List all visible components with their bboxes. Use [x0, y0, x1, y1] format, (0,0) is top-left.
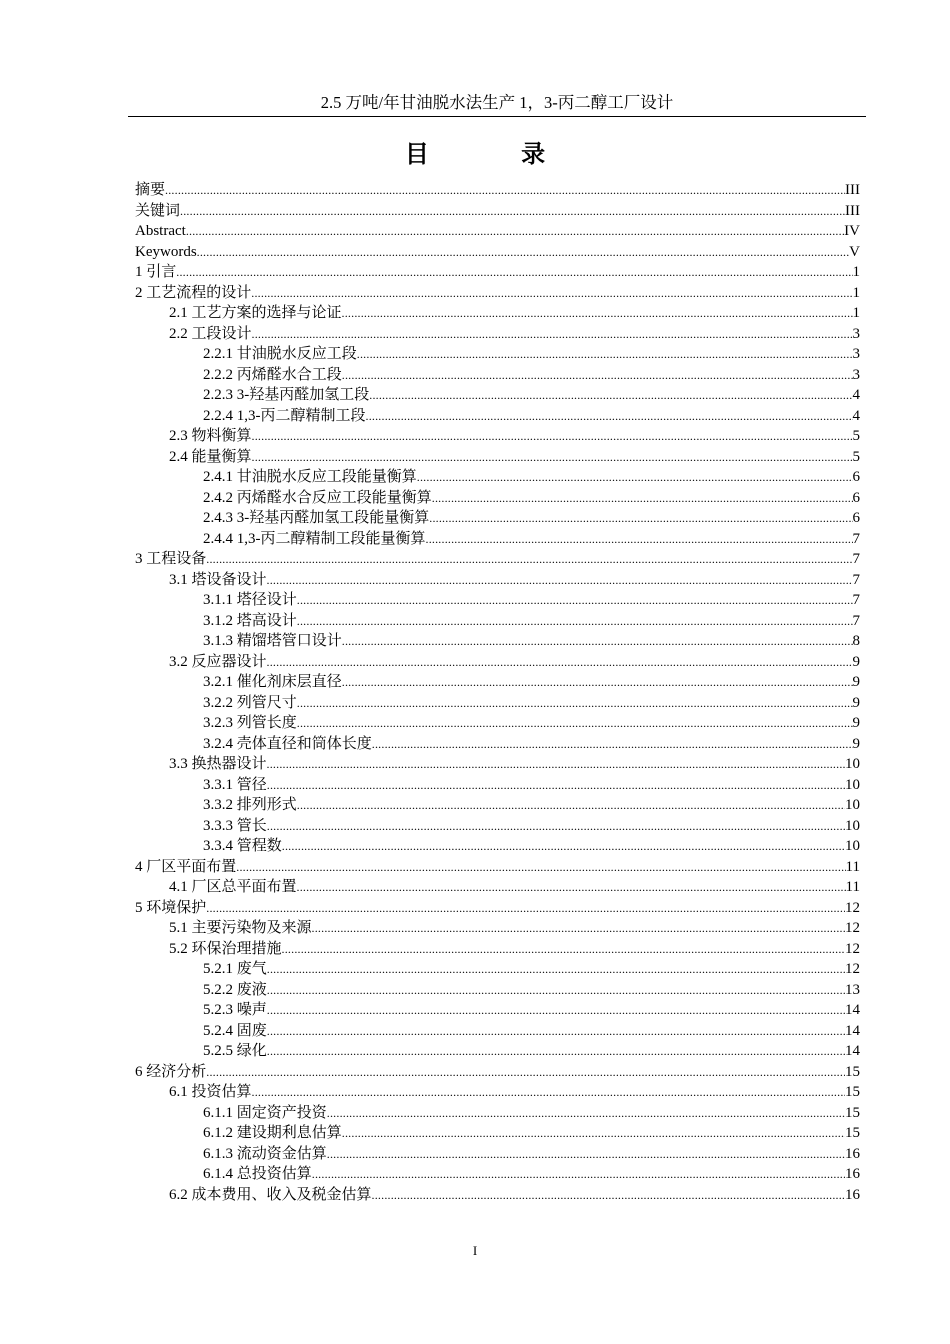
dot-leader: [267, 1021, 845, 1042]
toc-entry-label: 2.2 工段设计: [169, 325, 252, 342]
toc-entry-label: Keywords: [135, 243, 197, 260]
toc-entry[interactable]: [135, 1103, 860, 1124]
toc-entry[interactable]: [135, 939, 860, 960]
toc-entry[interactable]: [135, 1185, 860, 1206]
dot-leader: [297, 713, 853, 734]
dot-leader: [267, 652, 853, 673]
dot-leader: [252, 447, 853, 468]
toc-entry[interactable]: [135, 221, 860, 242]
toc-entry[interactable]: [135, 447, 860, 468]
toc-entry-page: 7: [852, 612, 860, 629]
toc-entry-label: 6.1.4 总投资估算: [203, 1166, 312, 1182]
toc-entry[interactable]: [135, 898, 860, 919]
toc-entry-page: 1: [852, 305, 860, 321]
toc-entry-page: 12: [845, 961, 860, 977]
dot-leader: [417, 467, 853, 488]
toc-entry[interactable]: [135, 918, 860, 939]
dot-leader: [342, 631, 853, 652]
toc-entry[interactable]: [135, 734, 860, 755]
toc-entry-label: 3 工程设备: [135, 551, 207, 567]
toc-entry-page: 15: [845, 1125, 860, 1141]
toc-entry-page: 4: [852, 407, 860, 424]
dot-leader: [342, 672, 853, 693]
toc-entry-page: 14: [845, 1022, 860, 1039]
toc-entry[interactable]: [135, 836, 860, 857]
toc-entry[interactable]: [135, 1021, 860, 1042]
toc-entry[interactable]: [135, 1082, 860, 1103]
dot-leader: [357, 344, 853, 365]
toc-entry[interactable]: [135, 365, 860, 386]
toc-entry-page: 10: [845, 838, 860, 854]
toc-entry-page: III: [845, 202, 860, 219]
toc-entry[interactable]: [135, 426, 860, 447]
toc-entry[interactable]: [135, 754, 860, 775]
toc-entry-label: 关键词: [135, 202, 181, 219]
dot-leader: [282, 836, 845, 857]
dot-leader: [372, 734, 853, 755]
toc-entry-label: 5 环境保护: [135, 899, 207, 916]
dot-leader: [282, 939, 845, 960]
toc-entry-page: 15: [845, 1084, 860, 1100]
toc-entry-page: 16: [845, 1186, 860, 1203]
dot-leader: [297, 795, 845, 816]
toc-entry-label: 6.1.3 流动资金估算: [203, 1145, 327, 1162]
toc-title: 目 录: [404, 140, 588, 168]
toc-entry-label: 3.1.3 精馏塔管口设计: [203, 633, 342, 649]
toc-entry-page: 7: [852, 571, 860, 588]
toc-entry-page: 4: [852, 387, 860, 403]
dot-leader: [267, 959, 845, 980]
toc-entry[interactable]: [135, 570, 860, 591]
dot-leader: [252, 324, 853, 345]
toc-entry[interactable]: [135, 693, 860, 714]
dot-leader: [267, 570, 853, 591]
toc-entry-page: V: [849, 243, 860, 260]
toc-entry-label: 6 经济分析: [135, 1063, 207, 1080]
toc-entry[interactable]: [135, 549, 860, 570]
toc-entry-label: 5.1 主要污染物及来源: [169, 920, 312, 936]
dot-leader: [327, 1103, 845, 1124]
toc-entry-label: 5.2.2 废液: [203, 981, 267, 998]
toc-entry[interactable]: [135, 242, 860, 263]
toc-entry[interactable]: [135, 344, 860, 365]
toc-entry-label: 2.2.4 1,3-丙二醇精制工段: [203, 407, 366, 424]
toc-entry-label: 3.3.2 排列形式: [203, 797, 297, 813]
toc-entry-page: 10: [845, 817, 860, 834]
dot-leader: [251, 283, 852, 304]
toc-entry-page: 7: [852, 551, 860, 567]
dot-leader: [369, 385, 852, 406]
toc-entry[interactable]: [135, 1144, 860, 1165]
toc-entry[interactable]: [135, 857, 860, 878]
toc-entry-page: 14: [845, 1043, 860, 1059]
toc-entry-label: 3.2.2 列管尺寸: [203, 694, 297, 711]
toc-entry-page: 3: [852, 346, 860, 362]
toc-entry[interactable]: [135, 283, 860, 304]
toc-entry[interactable]: [135, 672, 860, 693]
dot-leader: [312, 918, 845, 939]
toc-entry-page: 16: [845, 1145, 860, 1162]
dot-leader: [429, 508, 852, 529]
toc-entry-page: 14: [845, 1002, 860, 1018]
dot-leader: [342, 365, 853, 386]
toc-entry-label: 2.3 物料衡算: [169, 428, 252, 444]
toc-entry[interactable]: [135, 303, 860, 324]
toc-entry-label: 5.2.1 废气: [203, 961, 267, 977]
toc-entry-label: 6.1.1 固定资产投资: [203, 1104, 327, 1121]
toc-entry[interactable]: [135, 816, 860, 837]
toc-entry-page: IV: [844, 223, 860, 239]
toc-entry-label: 3.2 反应器设计: [169, 653, 267, 670]
toc-entry-page: 3: [852, 325, 860, 342]
toc-entry[interactable]: [135, 406, 860, 427]
toc-entry[interactable]: [135, 959, 860, 980]
toc-entry[interactable]: [135, 262, 860, 283]
dot-leader: [267, 1041, 845, 1062]
toc-entry-label: 3.2.3 列管长度: [203, 715, 297, 731]
header-rule: [128, 116, 866, 117]
toc-entry[interactable]: [135, 631, 860, 652]
toc-entry[interactable]: [135, 1123, 860, 1144]
toc-entry-label: 4.1 厂区总平面布置: [169, 879, 297, 895]
toc-entry-label: 2.2.2 丙烯醛水合工段: [203, 366, 342, 383]
toc-entry-label: 1 引言: [135, 264, 177, 280]
toc-entry[interactable]: [135, 467, 860, 488]
toc-entry-page: 9: [852, 735, 860, 752]
toc-entry-page: 7: [852, 530, 860, 547]
toc-entry-page: 9: [852, 694, 860, 711]
toc-entry[interactable]: [135, 1041, 860, 1062]
dot-leader: [267, 754, 845, 775]
toc-entry-page: 15: [845, 1104, 860, 1121]
toc-entry-page: 12: [845, 940, 860, 957]
dot-leader: [206, 898, 845, 919]
toc-entry-label: 5.2.3 噪声: [203, 1002, 267, 1018]
toc-entry[interactable]: [135, 713, 860, 734]
running-header: 2.5 万吨/年甘油脱水法生产 1，3-丙二醇工厂设计: [320, 93, 674, 112]
dot-leader: [432, 488, 853, 509]
toc-entry[interactable]: [135, 385, 860, 406]
toc-entry-label: 2 工艺流程的设计: [135, 284, 252, 301]
toc-entry-label: 6.1 投资估算: [169, 1084, 252, 1100]
toc-entry-page: 11: [845, 879, 860, 895]
toc-entry-label: 3.3.3 管长: [203, 817, 267, 834]
dot-leader: [297, 611, 853, 632]
toc-entry[interactable]: [135, 775, 860, 796]
toc-entry[interactable]: [135, 180, 860, 201]
toc-entry-page: 10: [845, 756, 860, 772]
toc-entry[interactable]: [135, 980, 860, 1001]
toc-entry-page: 6: [852, 489, 860, 506]
toc-entry-label: 2.4.3 3-羟基丙醛加氢工段能量衡算: [203, 510, 430, 526]
toc-entry-page: 9: [852, 715, 860, 731]
dot-leader: [312, 1164, 845, 1185]
dot-leader: [252, 426, 853, 447]
toc-entry-label: 2.4.1 甘油脱水反应工段能量衡算: [203, 469, 417, 485]
toc-entry-label: 5.2.4 固废: [203, 1022, 267, 1039]
dot-leader: [236, 857, 845, 878]
toc-entry-page: 1: [852, 264, 860, 280]
dot-leader: [297, 877, 846, 898]
toc-entry[interactable]: [135, 590, 860, 611]
toc-entry-label: 2.1 工艺方案的选择与论证: [169, 305, 342, 321]
dot-leader: [206, 1062, 845, 1083]
dot-leader: [176, 262, 852, 283]
toc-entry-label: 5.2 环保治理措施: [169, 940, 282, 957]
dot-leader: [267, 1000, 845, 1021]
dot-leader: [342, 1123, 845, 1144]
toc-entry-label: 6.1.2 建设期利息估算: [203, 1125, 342, 1141]
toc-entry-label: 3.3.4 管程数: [203, 838, 282, 854]
toc-entry[interactable]: [135, 652, 860, 673]
toc-entry[interactable]: [135, 508, 860, 529]
toc-entry-page: 10: [845, 797, 860, 813]
toc-entry[interactable]: [135, 1164, 860, 1185]
toc-entry[interactable]: [135, 795, 860, 816]
toc-entry-page: 8: [852, 633, 860, 649]
toc-entry[interactable]: [135, 1062, 860, 1083]
toc-entry[interactable]: [135, 611, 860, 632]
toc-entry-page: 1: [852, 284, 860, 301]
toc-entry-page: 6: [852, 469, 860, 485]
dot-leader: [252, 1082, 845, 1103]
table-of-contents: [135, 180, 860, 1205]
toc-entry-label: 3.2.1 催化剂床层直径: [203, 674, 342, 690]
toc-entry-label: 2.2.3 3-羟基丙醛加氢工段: [203, 387, 370, 403]
dot-leader: [180, 201, 845, 222]
toc-entry-label: 3.3 换热器设计: [169, 756, 267, 772]
toc-entry-label: 3.2.4 壳体直径和筒体长度: [203, 735, 372, 752]
toc-entry[interactable]: [135, 1000, 860, 1021]
dot-leader: [197, 242, 850, 263]
toc-entry-page: 11: [845, 858, 860, 875]
toc-entry-label: 6.2 成本费用、收入及税金估算: [169, 1186, 372, 1203]
dot-leader: [426, 529, 853, 550]
toc-entry-page: 9: [852, 674, 860, 690]
toc-entry-label: 3.1 塔设备设计: [169, 571, 267, 588]
dot-leader: [267, 816, 845, 837]
toc-entry-label: 摘要: [135, 182, 166, 198]
toc-entry-label: 4 厂区平面布置: [135, 858, 237, 875]
toc-entry-label: 3.1.1 塔径设计: [203, 592, 297, 608]
toc-entry[interactable]: [135, 877, 860, 898]
toc-entry-page: 3: [852, 366, 860, 383]
toc-entry-label: 2.2.1 甘油脱水反应工段: [203, 346, 357, 362]
dot-leader: [297, 590, 853, 611]
toc-entry-label: 2.4.2 丙烯醛水合反应工段能量衡算: [203, 489, 432, 506]
dot-leader: [366, 406, 853, 427]
dot-leader: [206, 549, 852, 570]
toc-entry-label: 5.2.5 绿化: [203, 1043, 267, 1059]
toc-entry[interactable]: [135, 488, 860, 509]
dot-leader: [267, 980, 845, 1001]
toc-entry[interactable]: [135, 201, 860, 222]
toc-entry-page: III: [845, 182, 860, 198]
dot-leader: [342, 303, 853, 324]
toc-entry-label: 2.4.4 1,3-丙二醇精制工段能量衡算: [203, 530, 426, 547]
toc-entry-label: Abstract: [135, 223, 186, 239]
toc-entry-page: 13: [845, 981, 860, 998]
toc-entry-page: 9: [852, 653, 860, 670]
toc-entry-page: 15: [845, 1063, 860, 1080]
toc-entry[interactable]: [135, 529, 860, 550]
toc-entry-page: 12: [845, 899, 860, 916]
dot-leader: [372, 1185, 845, 1206]
toc-entry-page: 16: [845, 1166, 860, 1182]
toc-entry-page: 12: [845, 920, 860, 936]
toc-entry-page: 5: [852, 428, 860, 444]
dot-leader: [297, 693, 853, 714]
toc-entry[interactable]: [135, 324, 860, 345]
toc-entry-page: 5: [852, 448, 860, 465]
dot-leader: [267, 775, 845, 796]
dot-leader: [327, 1144, 845, 1165]
dot-leader: [186, 221, 844, 242]
toc-entry-label: 2.4 能量衡算: [169, 448, 252, 465]
dot-leader: [165, 180, 845, 201]
toc-entry-page: 10: [845, 776, 860, 793]
page-number: I: [472, 1243, 478, 1258]
toc-entry-label: 3.3.1 管径: [203, 776, 267, 793]
toc-entry-page: 6: [852, 510, 860, 526]
toc-entry-page: 7: [852, 592, 860, 608]
toc-entry-label: 3.1.2 塔高设计: [203, 612, 297, 629]
